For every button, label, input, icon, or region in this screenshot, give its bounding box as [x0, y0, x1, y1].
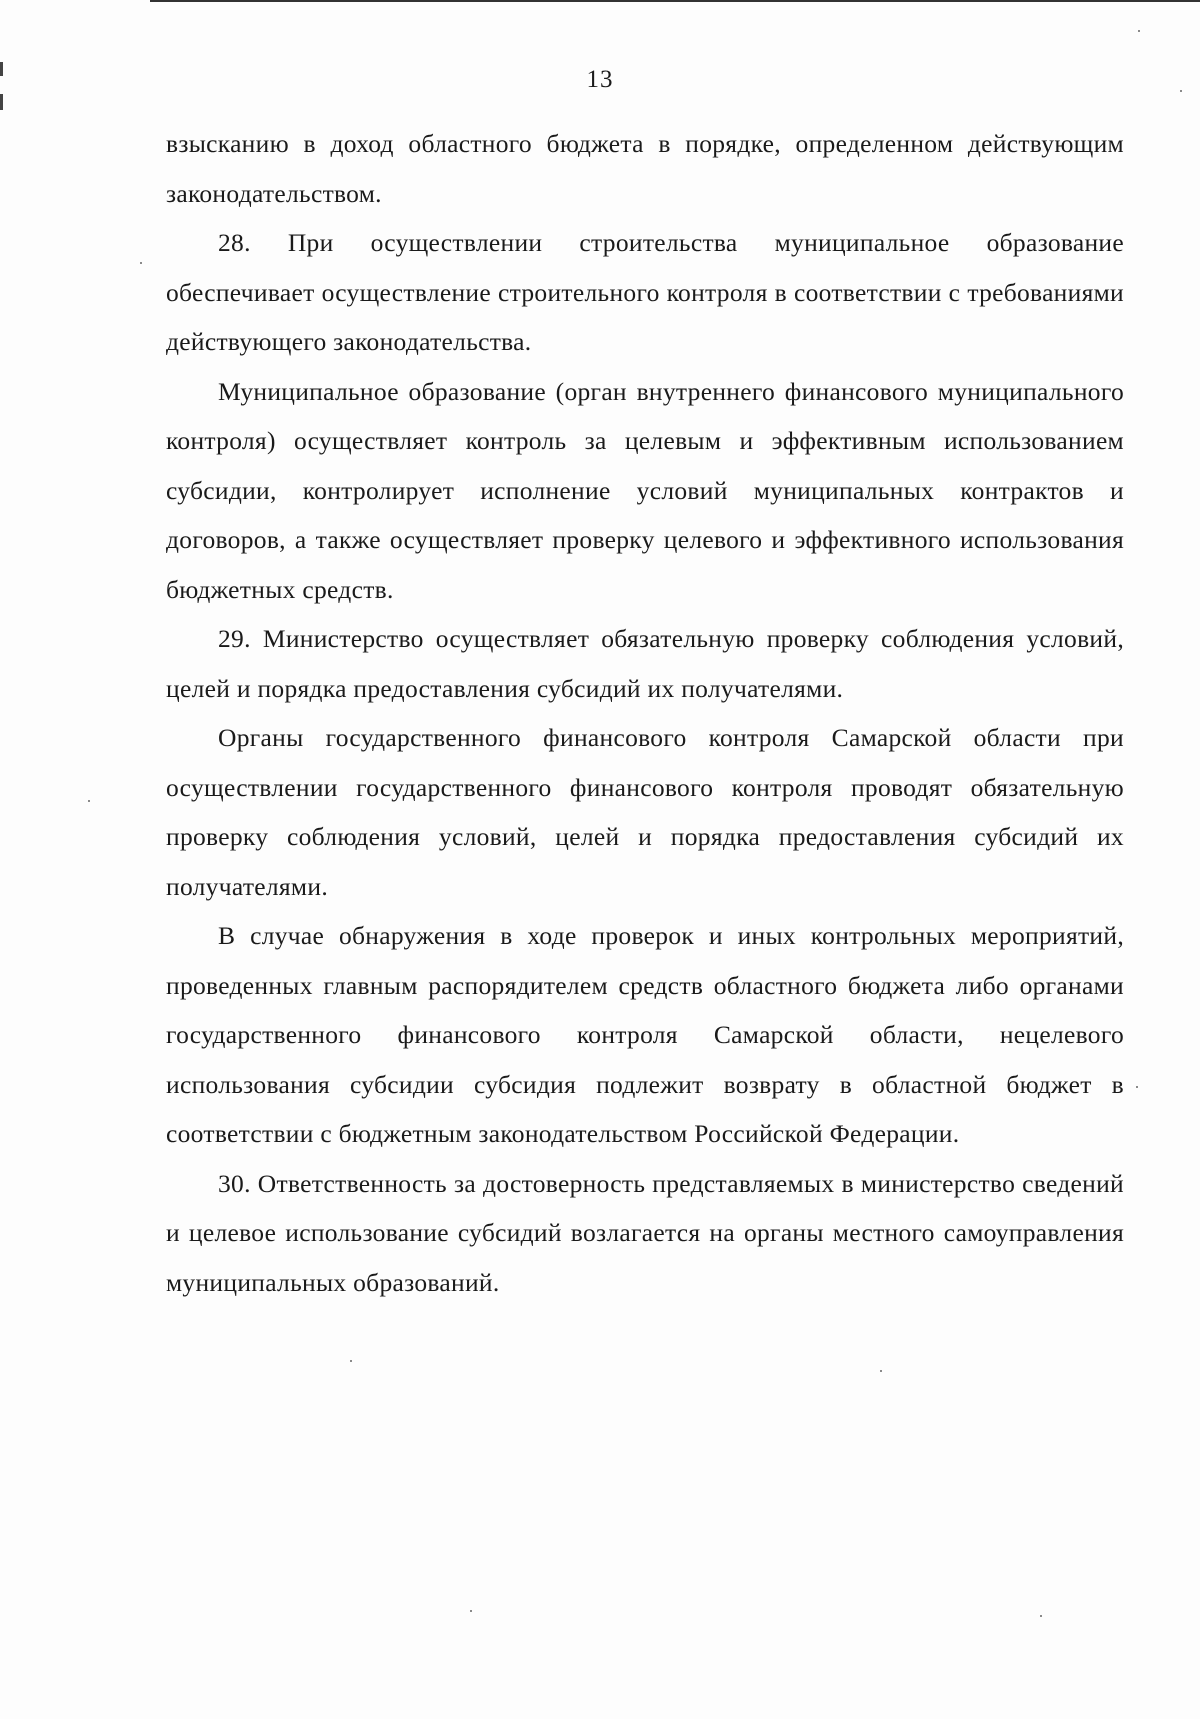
paragraph-municipal-control: Муниципальное образование (орган внутреннего финансового муниципального контроля) осуществляет контроль за целевым и эффективным использованием субсидии, контролирует исполнение условий муниципальных контрактов и договоров, а также осуществляет проверку целевого и эффективного использования бюджетных средств. [166, 376, 1124, 604]
scan-speck [1138, 30, 1140, 32]
page-number: 13 [586, 66, 614, 93]
paragraph-subsidy-return: В случае обнаружения в ходе проверок и иных контрольных мероприятий, проведенных главным распорядителем средств областного бюджета либо органами государственного финансового контроля Самарской области, нецелевого использования субсидии субсидия подлежит возврату в областной бюджет в соответствии с бюджетным законодательством Российской Федерации. [166, 921, 1124, 1148]
scan-speck [1136, 1086, 1138, 1088]
paragraph-28: 28. При осуществлении строительства муниципальное образование обеспечивает осуществление строительного контроля в соответствии с требованиями действующего законодательства. [166, 228, 1124, 356]
scan-speck [880, 1370, 882, 1372]
document-body [166, 119, 1124, 1307]
paragraph-29: 29. Министерство осуществляет обязательную проверку соблюдения условий, целей и порядка предоставления субсидий их получателями. [166, 624, 1124, 703]
scan-speck [140, 262, 142, 264]
paragraph-continuation: взысканию в доход областного бюджета в порядке, определенном действующим законодательством. [166, 129, 1124, 208]
scan-edge-mark [0, 94, 3, 110]
paragraph-30: 30. Ответственность за достоверность представляемых в министерство сведений и целевое использование субсидий возлагается на органы местного самоуправления муниципальных образований. [166, 1168, 1124, 1297]
scan-speck [470, 1610, 472, 1612]
scan-top-edge [150, 0, 1200, 2]
scan-speck [1040, 1615, 1042, 1617]
scan-speck [88, 800, 90, 802]
scan-speck [1180, 90, 1182, 92]
scan-speck [350, 1360, 352, 1362]
paragraph-state-control: Органы государственного финансового контроля Самарской области при осуществлении государственного финансового контроля проводят обязательную проверку соблюдения условий, целей и порядка предоставления субсидий их получателями. [166, 723, 1124, 901]
